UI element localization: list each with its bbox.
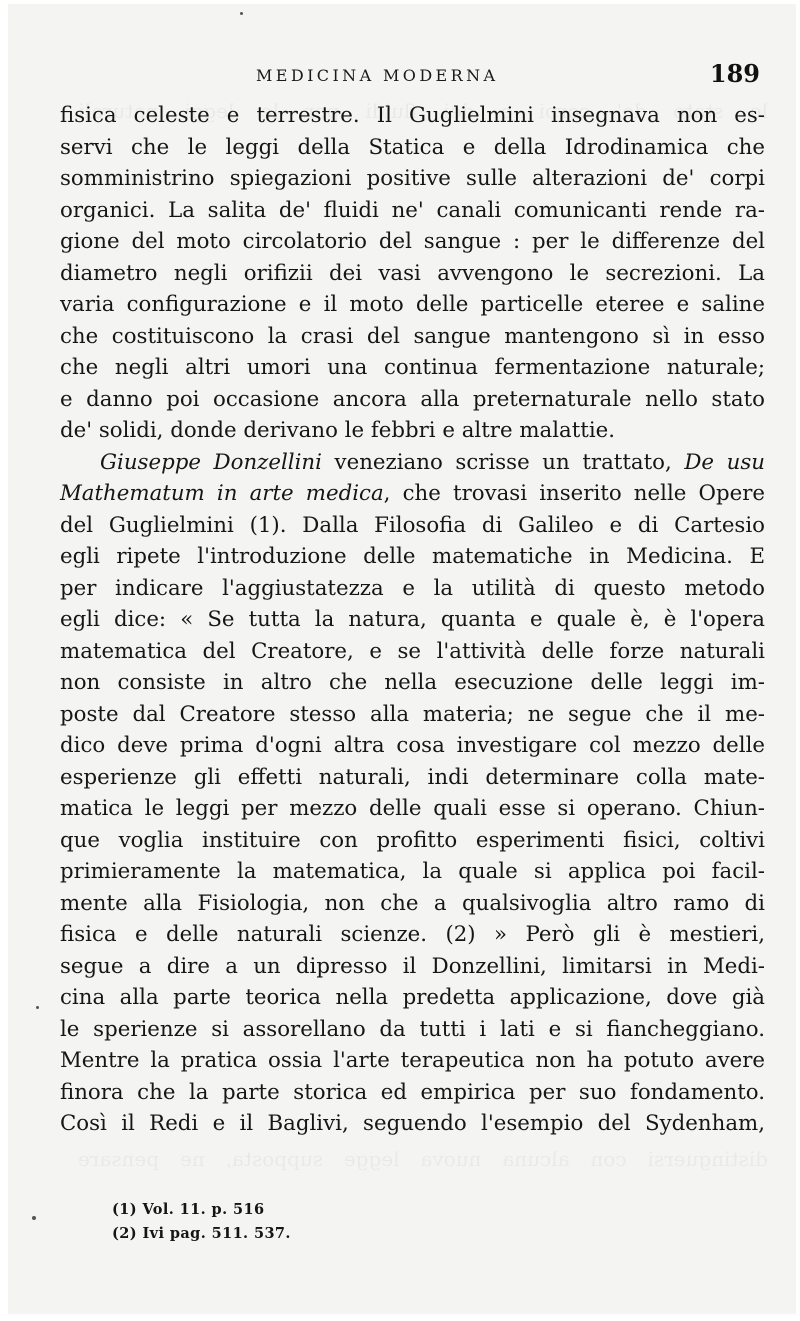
italic-text: Mathematum in arte medica [60, 481, 384, 506]
text-line [60, 982, 765, 1014]
bleed-through-bottom [78, 1144, 768, 1176]
text-line [60, 352, 765, 384]
line-text: diametro negli orifizii dei vasi avvengono le secrezioni. La [60, 260, 765, 286]
line-text: egli ripete l'introduzione delle matematiche in Medicina. E [60, 544, 765, 569]
text-line [60, 226, 765, 258]
text-line [60, 1014, 765, 1046]
line-text: e danno poi occasione ancora alla preternaturale nello stato [60, 386, 765, 412]
line-text: , che trovasi inserito nelle Opere [383, 481, 765, 506]
text-line [60, 604, 765, 636]
footnote: (1) Vol. 11. p. 516 [112, 1201, 265, 1218]
text-line [60, 573, 765, 605]
line-text: non consiste in altro che nella esecuzione delle leggi im- [60, 670, 765, 695]
line-text: poste dal Creatore stesso alla materia; ne segue che il me- [60, 701, 765, 727]
line-text: egli dice: « Se tutta la natura, quanta e quale è, è l'opera [60, 607, 765, 632]
line-text: segue a dire a un dipresso il Donzellini, limitarsi in Medi- [60, 953, 765, 979]
text-line [60, 699, 765, 731]
book-page [8, 4, 796, 1314]
line-text: matematica del Creatore, e se l'attività delle forze naturali [60, 638, 765, 664]
line-text: de' solidi, donde derivano le febbri e altre malattie. [60, 418, 616, 443]
text-line [60, 384, 765, 416]
text-line [60, 636, 765, 668]
italic-text: De usu [684, 449, 766, 475]
line-text: Mentre la pratica ossia l'arte terapeutica non ha potuto avere [60, 1048, 765, 1073]
line-text: Così il Redi e il Baglivi, seguendo l'esempio del Sydenham, [60, 1111, 765, 1136]
line-text: que voglia instituire con profitto esperimenti fisici, coltivi [60, 827, 765, 853]
line-text: le sperienze si assorellano da tutti i lati e si fiancheggiano. [60, 1016, 765, 1042]
text-line [60, 415, 765, 447]
text-line [60, 730, 765, 762]
text-line [60, 321, 765, 353]
line-text: che negli altri umori una continua fermentazione naturale; [60, 355, 765, 380]
text-line [60, 510, 765, 542]
italic-text: Giuseppe Donzellini [100, 449, 322, 475]
line-text: matica le leggi per mezzo delle quali esse si operano. Chiun- [60, 796, 765, 821]
line-text: veneziano scrisse un trattato, [321, 449, 685, 475]
text-line [60, 1108, 765, 1140]
paper-speck [36, 1006, 39, 1009]
line-text: servi che le leggi della Statica e della Idrodinamica che [60, 134, 765, 160]
text-line [60, 667, 765, 699]
text-line [60, 163, 765, 195]
page-number: 189 [709, 59, 760, 88]
line-text: mente alla Fisiologia, non che a qualsivoglia altro ramo di [60, 890, 765, 916]
text-line [60, 447, 765, 479]
line-text: cina alla parte teorica nella predetta applicazione, dove già [60, 985, 765, 1010]
text-line [60, 762, 765, 794]
paper-speck [240, 12, 243, 15]
line-text: fisica e delle naturali scienze. (2) » Però gli è mestieri, [60, 922, 765, 947]
line-text: che costituiscono la crasi del sangue mantengono sì in esso [60, 323, 765, 349]
text-line [60, 541, 765, 573]
text-line [60, 825, 765, 857]
line-text: del Guglielmini (1). Dalla Filosofia di Galileo e di Cartesio [60, 512, 765, 538]
text-line [60, 132, 765, 164]
line-text: varia configurazione e il moto delle particelle eteree e saline [60, 292, 765, 317]
text-line [60, 888, 765, 920]
text-line [60, 258, 765, 290]
line-text: primieramente la matematica, la quale si applica poi facil- [60, 859, 765, 884]
text-line [60, 478, 765, 510]
line-text: gione del moto circolatorio del sangue : per le differenze del [60, 229, 765, 254]
text-line [60, 951, 765, 983]
footnote: (2) Ivi pag. 511. 537. [112, 1225, 291, 1242]
running-head [60, 56, 762, 96]
line-text: esperienze gli effetti naturali, indi determinare colla mate- [60, 764, 765, 790]
line-text: organici. La salita de' fluidi ne' canali comunicanti rende ra- [60, 197, 765, 223]
text-line [60, 289, 765, 321]
text-line [60, 856, 765, 888]
line-text: somministrino spiegazioni positive sulle alterazioni de' corpi [60, 166, 765, 191]
line-text: dico deve prima d'ogni altra cosa investigare col mezzo delle [60, 733, 765, 758]
running-title: MEDICINA MODERNA [256, 66, 499, 85]
body-text [60, 100, 765, 1140]
text-line [60, 1045, 765, 1077]
paper-speck [32, 1216, 36, 1220]
footnotes [112, 1198, 291, 1246]
line-text: finora che la parte storica ed empirica per suo fondamento. [60, 1079, 765, 1105]
text-line [60, 100, 765, 132]
text-line [60, 1077, 765, 1109]
text-line [60, 919, 765, 951]
line-text: fisica celeste e terrestre. Il Guglielmini insegnava non es- [60, 103, 765, 128]
text-line [60, 195, 765, 227]
line-text: per indicare l'aggiustatezza e la utilità di questo metodo [60, 575, 765, 601]
text-line [60, 793, 765, 825]
